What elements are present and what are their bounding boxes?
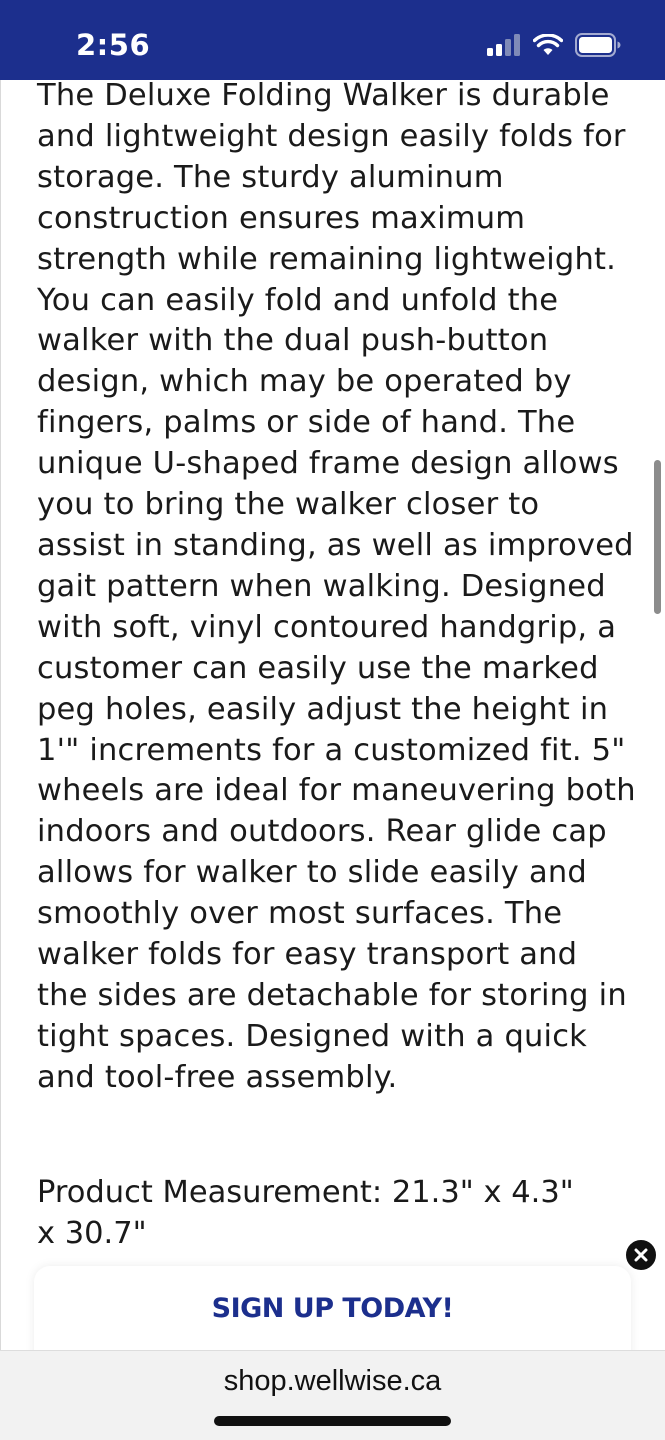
cellular-signal-icon (487, 34, 521, 56)
url-text[interactable]: shop.wellwise.ca (223, 1365, 442, 1397)
product-page-content (0, 80, 665, 1350)
status-time: 2:56 (76, 28, 151, 62)
close-popup-button[interactable] (624, 1238, 658, 1272)
status-icons (487, 33, 621, 57)
sign-up-button[interactable]: SIGN UP TODAY! (206, 1292, 460, 1325)
scrollbar[interactable] (654, 460, 661, 614)
close-icon (633, 1247, 649, 1263)
product-description: The Deluxe Folding Walker is durable and lightweight design easily folds for storage. The sturdy aluminum construction ensures maximum strength while remaining lightweight. You can easily fold and unfold the walker with the dual push-button design, which may be operated by fingers, palms or side of hand. The unique U-shaped frame design allows you to bring the walker closer to assist in standing, as well as improved gait pattern when walking. Designed with soft, vinyl contoured handgrip, a customer can easily use the marked peg holes, easily adjust the height in 1'" increments for a customized fit. 5" wheels are ideal for maneuvering both indoors and outdoors. Rear glide cap allows for walker to slide easily and smoothly over most surfaces. The walker folds for easy transport and the sides are detachable for storing in tight spaces. Designed with a quick and tool-free assembly. (37, 80, 636, 1095)
product-measurement: Product Measurement: 21.3" x 4.3" x 30.7" (37, 1175, 574, 1251)
home-indicator[interactable] (214, 1416, 451, 1426)
browser-url-bar[interactable] (0, 1350, 665, 1440)
status-bar (0, 0, 665, 80)
wifi-icon (533, 34, 563, 56)
battery-icon (575, 33, 621, 57)
